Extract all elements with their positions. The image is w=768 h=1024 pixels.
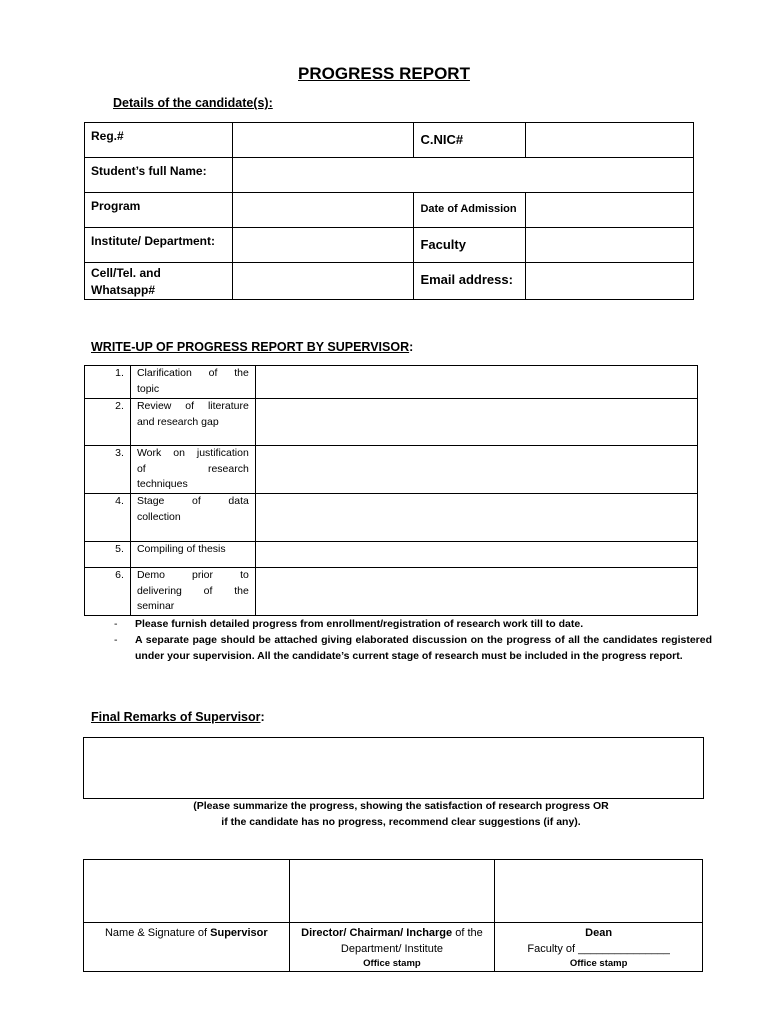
summary-line-1: (Please summarize the progress, showing the satisfaction of research progress OR [193,800,609,812]
table-row [84,923,703,972]
faculty-field[interactable] [526,228,694,263]
student-name-label: Student’s full Name: [85,158,233,193]
program-label: Program [85,193,233,228]
table-row [84,860,703,923]
item-description: Compiling of thesis [130,542,255,568]
final-remarks-field[interactable] [83,737,704,799]
director-caption: Director/ Chairman/ Incharge of the Department/ Institute Office stamp [289,923,495,972]
program-field[interactable] [232,193,414,228]
reg-label: Reg.# [85,123,233,158]
item-number: 4. [85,494,131,542]
cnic-field[interactable] [526,123,694,158]
date-of-admission-label: Date of Admission [414,193,526,228]
email-label: Email address: [414,263,526,300]
table-row [85,446,698,494]
summary-line-2: if the candidate has no progress, recommend clear suggestions (if any). [221,816,581,828]
note-item [90,632,712,664]
remarks-instructions [90,798,712,830]
item-number: 5. [85,542,131,568]
table-row [85,568,698,616]
instructions-notes [90,616,712,664]
item-response-field[interactable] [255,399,697,446]
writeup-heading-text: WRITE-UP OF PROGRESS REPORT BY SUPERVISOR [91,340,410,354]
cell-whatsapp-label [85,263,233,300]
reg-field[interactable] [232,123,414,158]
note-text: Please furnish detailed progress from enrollment/registration of research work till to date. [135,618,584,630]
note-bullet: - [114,618,118,630]
table-row [85,228,694,263]
table-row [85,263,694,300]
director-signature-area[interactable] [289,860,495,923]
item-response-field[interactable] [255,494,697,542]
supervisor-signature-area[interactable] [84,860,290,923]
item-number: 2. [85,399,131,446]
table-row [85,542,698,568]
final-remarks-heading-colon: : [260,710,265,724]
institute-department-field[interactable] [232,228,414,263]
cell-label-line2: Whatsapp# [91,283,156,297]
candidate-section-heading: Details of the candidate(s): [113,96,273,110]
table-row [85,193,694,228]
item-number: 3. [85,446,131,494]
faculty-label: Faculty [414,228,526,263]
item-response-field[interactable] [255,446,697,494]
institute-department-label: Institute/ Department: [85,228,233,263]
writeup-section-heading [91,340,413,354]
signatures-table [83,859,703,972]
final-remarks-heading [91,710,265,724]
item-description: Review of literature and research gap [130,399,255,446]
item-description: Stage of data collection [130,494,255,542]
table-row [85,158,694,193]
note-bullet: - [114,634,118,646]
office-stamp-label: Office stamp [569,958,628,969]
writeup-heading-colon: : [409,340,414,354]
dean-caption: Dean Faculty of _______________ Office stamp [495,923,703,972]
item-response-field[interactable] [255,568,697,616]
email-field[interactable] [526,263,694,300]
table-row [85,494,698,542]
student-name-field[interactable] [232,158,693,193]
supervisor-caption: Name & Signature of Supervisor [84,923,290,972]
office-stamp-label: Office stamp [363,958,421,969]
page-title: PROGRESS REPORT [298,64,470,83]
cell-whatsapp-field[interactable] [232,263,414,300]
item-description: Work on justification of research techniques [130,446,255,494]
table-row [85,123,694,158]
dean-signature-area[interactable] [495,860,703,923]
cell-label-line1: Cell/Tel. and [91,266,161,280]
item-description: Clarification of the topic [130,366,255,399]
final-remarks-heading-text: Final Remarks of Supervisor [91,710,261,724]
writeup-table [84,365,698,616]
table-row [85,399,698,446]
table-row [85,366,698,399]
note-text: A separate page should be attached giving elaborated discussion on the progress of all the candidates registered under your supervision. All the candidate’s current stage of research must be included in the progress report. [135,634,712,662]
item-number: 6. [85,568,131,616]
item-number: 1. [85,366,131,399]
note-item [90,616,712,632]
item-response-field[interactable] [255,366,697,399]
date-of-admission-field[interactable] [526,193,694,228]
candidate-details-table [84,122,694,300]
cnic-label: C.NIC# [414,123,526,158]
item-description: Demo prior to delivering of the seminar [130,568,255,616]
item-response-field[interactable] [255,542,697,568]
